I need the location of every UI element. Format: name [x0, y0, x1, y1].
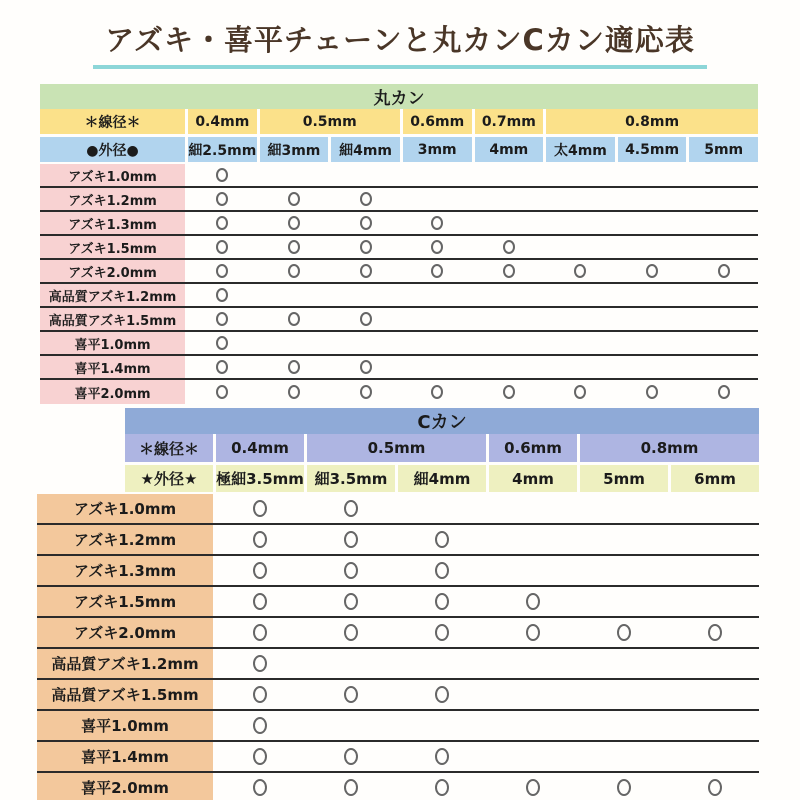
table-header-row [37, 408, 759, 431]
outer-diameter-row [40, 137, 758, 162]
mark-cell [618, 164, 687, 186]
mark-cell [403, 380, 472, 404]
mark-cell [398, 711, 486, 740]
mark-cell [580, 618, 668, 647]
compatible-circle-icon [216, 360, 228, 374]
mark-cell [671, 525, 759, 554]
mark-cell [475, 356, 544, 378]
row-label: アズキ1.5mm [40, 236, 185, 258]
mark-cell [307, 773, 395, 800]
compatible-circle-icon [344, 500, 358, 517]
compatible-circle-icon [216, 192, 228, 206]
mark-cell [475, 164, 544, 186]
mark-cell [307, 618, 395, 647]
outer-diameter-value: 3mm [403, 137, 472, 162]
mark-cell [489, 680, 577, 709]
mark-cell [260, 212, 329, 234]
mark-cell [580, 711, 668, 740]
table-row [37, 773, 759, 800]
table-row [37, 618, 759, 649]
mark-cell [546, 284, 615, 306]
outer-diameter-value: 6mm [671, 465, 759, 492]
row-label: アズキ1.3mm [37, 556, 213, 585]
table-row [40, 260, 758, 284]
compatible-circle-icon [253, 593, 267, 610]
compatible-circle-icon [288, 312, 300, 326]
compatible-circle-icon [360, 360, 372, 374]
mark-cell [618, 332, 687, 354]
mark-cell [398, 494, 486, 523]
mark-cell [489, 742, 577, 771]
compatible-circle-icon [253, 717, 267, 734]
mark-cell [403, 164, 472, 186]
compatible-circle-icon [288, 360, 300, 374]
mark-cell [580, 525, 668, 554]
mark-cell [475, 332, 544, 354]
mark-cell [403, 332, 472, 354]
mark-cell [260, 332, 329, 354]
outer-diameter-value: 細4mm [331, 137, 400, 162]
mark-cell [307, 587, 395, 616]
outer-diameter-row [37, 465, 759, 492]
mark-cell [689, 164, 758, 186]
row-label: アズキ1.3mm [40, 212, 185, 234]
mark-cell [580, 680, 668, 709]
compatible-circle-icon [503, 264, 515, 278]
wire-diameter-value: 0.8mm [546, 109, 758, 134]
mark-cell [618, 188, 687, 210]
compatible-circle-icon [526, 779, 540, 796]
compatible-circle-icon [216, 216, 228, 230]
mark-cell [307, 556, 395, 585]
compatible-circle-icon [431, 264, 443, 278]
compatible-circle-icon [344, 531, 358, 548]
outer-diameter-value: 4mm [489, 465, 577, 492]
mark-cell [546, 188, 615, 210]
compatible-circle-icon [344, 624, 358, 641]
mark-cell [671, 742, 759, 771]
compatible-circle-icon [431, 240, 443, 254]
outer-diameter-value: 5mm [580, 465, 668, 492]
compatible-circle-icon [708, 624, 722, 641]
mark-cell [188, 188, 257, 210]
compatible-circle-icon [288, 240, 300, 254]
mark-cell [671, 618, 759, 647]
compatible-circle-icon [344, 562, 358, 579]
compatible-circle-icon [435, 779, 449, 796]
row-label: 喜平1.0mm [37, 711, 213, 740]
mark-cell [671, 494, 759, 523]
mark-cell [331, 212, 400, 234]
table-title: 丸カン [40, 84, 758, 109]
compatible-circle-icon [288, 385, 300, 399]
mark-cell [216, 587, 304, 616]
wire-diameter-row [40, 109, 758, 134]
wire-diameter-value: 0.4mm [188, 109, 257, 134]
mark-cell [689, 260, 758, 282]
row-label: 喜平1.0mm [40, 332, 185, 354]
compatible-circle-icon [435, 593, 449, 610]
mark-cell [689, 188, 758, 210]
table-row [37, 587, 759, 618]
mark-cell [580, 649, 668, 678]
mark-cell [216, 649, 304, 678]
mark-cell [307, 711, 395, 740]
wire-diameter-value: 0.6mm [403, 109, 472, 134]
wire-diameter-label: ＊線径＊ [125, 434, 213, 462]
mark-cell [403, 308, 472, 330]
wire-diameter-label: ＊線径＊ [40, 109, 185, 134]
table-row [40, 380, 758, 404]
c-kan-compatibility-table [37, 408, 759, 800]
outer-diameter-value: 太4mm [546, 137, 615, 162]
mark-cell [671, 711, 759, 740]
compatible-circle-icon [617, 624, 631, 641]
compatible-circle-icon [216, 312, 228, 326]
table-row [40, 188, 758, 212]
compatible-circle-icon [253, 779, 267, 796]
row-label: アズキ2.0mm [37, 618, 213, 647]
compatible-circle-icon [574, 264, 586, 278]
row-label: 喜平1.4mm [40, 356, 185, 378]
mark-cell [260, 260, 329, 282]
mark-cell [403, 284, 472, 306]
mark-cell [331, 284, 400, 306]
mark-cell [331, 236, 400, 258]
mark-cell [331, 260, 400, 282]
mark-cell [307, 494, 395, 523]
mark-cell [398, 773, 486, 800]
compatible-circle-icon [253, 531, 267, 548]
mark-cell [489, 525, 577, 554]
mark-cell [188, 236, 257, 258]
table-row [37, 556, 759, 587]
table-row [40, 284, 758, 308]
table-row [37, 525, 759, 556]
mark-cell [188, 284, 257, 306]
compatible-circle-icon [344, 686, 358, 703]
mark-cell [475, 260, 544, 282]
compatible-circle-icon [216, 288, 228, 302]
mark-cell [398, 556, 486, 585]
table-row [37, 742, 759, 773]
maru-kan-compatibility-table [40, 84, 758, 404]
mark-cell [618, 236, 687, 258]
mark-cell [260, 188, 329, 210]
mark-cell [671, 680, 759, 709]
mark-cell [546, 212, 615, 234]
mark-cell [618, 212, 687, 234]
mark-cell [618, 356, 687, 378]
mark-cell [216, 742, 304, 771]
compatible-circle-icon [288, 264, 300, 278]
row-label: 高品質アズキ1.5mm [40, 308, 185, 330]
page-title: アズキ・喜平チェーンと丸カンCカン適応表 [93, 14, 707, 69]
wire-diameter-value: 0.7mm [475, 109, 544, 134]
row-label: 高品質アズキ1.2mm [40, 284, 185, 306]
wire-diameter-value: 0.4mm [216, 434, 304, 462]
row-label: アズキ1.2mm [40, 188, 185, 210]
mark-cell [580, 494, 668, 523]
table-row [37, 680, 759, 711]
outer-diameter-value: 4mm [475, 137, 544, 162]
compatible-circle-icon [253, 748, 267, 765]
outer-diameter-value: 細2.5mm [188, 137, 257, 162]
mark-cell [475, 380, 544, 404]
table-row [40, 308, 758, 332]
mark-cell [331, 380, 400, 404]
wire-diameter-value: 0.5mm [307, 434, 486, 462]
mark-cell [307, 742, 395, 771]
mark-cell [618, 380, 687, 404]
mark-cell [398, 649, 486, 678]
mark-cell [216, 556, 304, 585]
mark-cell [403, 212, 472, 234]
compatible-circle-icon [360, 216, 372, 230]
mark-cell [216, 711, 304, 740]
mark-cell [546, 236, 615, 258]
compatible-circle-icon [253, 562, 267, 579]
mark-cell [546, 164, 615, 186]
row-label: 喜平1.4mm [37, 742, 213, 771]
mark-cell [689, 212, 758, 234]
table-row [40, 212, 758, 236]
compatible-circle-icon [617, 779, 631, 796]
table-row [37, 649, 759, 680]
compatible-circle-icon [253, 655, 267, 672]
mark-cell [489, 773, 577, 800]
mark-cell [580, 773, 668, 800]
mark-cell [475, 212, 544, 234]
mark-cell [331, 164, 400, 186]
mark-cell [188, 380, 257, 404]
mark-cell [188, 260, 257, 282]
compatible-circle-icon [526, 624, 540, 641]
mark-cell [307, 680, 395, 709]
outer-diameter-value: 5mm [689, 137, 758, 162]
compatible-circle-icon [253, 500, 267, 517]
row-label: 高品質アズキ1.2mm [37, 649, 213, 678]
wire-diameter-value: 0.5mm [260, 109, 400, 134]
table-header-row [40, 84, 758, 109]
compatible-circle-icon [435, 562, 449, 579]
compatible-circle-icon [718, 264, 730, 278]
row-label: アズキ1.0mm [40, 164, 185, 186]
mark-cell [689, 380, 758, 404]
mark-cell [671, 556, 759, 585]
compatible-circle-icon [435, 748, 449, 765]
table-row [40, 356, 758, 380]
compatible-circle-icon [435, 686, 449, 703]
compatible-circle-icon [360, 385, 372, 399]
mark-cell [260, 284, 329, 306]
table-row [37, 711, 759, 742]
row-label: 高品質アズキ1.5mm [37, 680, 213, 709]
mark-cell [403, 260, 472, 282]
compatible-circle-icon [344, 779, 358, 796]
mark-cell [546, 260, 615, 282]
mark-cell [689, 236, 758, 258]
mark-cell [618, 308, 687, 330]
mark-cell [216, 618, 304, 647]
mark-cell [331, 188, 400, 210]
mark-cell [489, 494, 577, 523]
row-label: 喜平2.0mm [37, 773, 213, 800]
mark-cell [260, 236, 329, 258]
mark-cell [398, 618, 486, 647]
row-label: アズキ1.2mm [37, 525, 213, 554]
table-row [40, 236, 758, 260]
compatible-circle-icon [646, 385, 658, 399]
mark-cell [403, 236, 472, 258]
mark-cell [188, 212, 257, 234]
outer-diameter-label: ●外径● [40, 137, 185, 162]
table-title: Cカン [125, 408, 759, 434]
compatible-circle-icon [344, 748, 358, 765]
compatible-circle-icon [253, 624, 267, 641]
mark-cell [307, 649, 395, 678]
mark-cell [188, 332, 257, 354]
compatible-circle-icon [360, 192, 372, 206]
mark-cell [216, 494, 304, 523]
row-label: 喜平2.0mm [40, 380, 185, 404]
compatible-circle-icon [216, 264, 228, 278]
mark-cell [618, 260, 687, 282]
table-row [40, 332, 758, 356]
mark-cell [546, 308, 615, 330]
mark-cell [546, 356, 615, 378]
mark-cell [580, 556, 668, 585]
compatible-circle-icon [344, 593, 358, 610]
mark-cell [671, 649, 759, 678]
mark-cell [475, 284, 544, 306]
mark-cell [260, 356, 329, 378]
mark-cell [618, 284, 687, 306]
row-label: アズキ1.5mm [37, 587, 213, 616]
compatible-circle-icon [526, 593, 540, 610]
compatible-circle-icon [360, 312, 372, 326]
mark-cell [331, 308, 400, 330]
mark-cell [188, 308, 257, 330]
mark-cell [489, 711, 577, 740]
wire-diameter-value: 0.8mm [580, 434, 759, 462]
mark-cell [260, 308, 329, 330]
mark-cell [475, 236, 544, 258]
compatible-circle-icon [216, 240, 228, 254]
mark-cell [331, 332, 400, 354]
mark-cell [671, 587, 759, 616]
compatible-circle-icon [435, 624, 449, 641]
table-row [37, 494, 759, 525]
mark-cell [216, 525, 304, 554]
title-wrap [0, 14, 800, 69]
mark-cell [216, 773, 304, 800]
mark-cell [475, 308, 544, 330]
compatible-circle-icon [216, 336, 228, 350]
compatible-circle-icon [503, 240, 515, 254]
mark-cell [398, 587, 486, 616]
mark-cell [546, 380, 615, 404]
mark-cell [489, 587, 577, 616]
mark-cell [489, 649, 577, 678]
mark-cell [689, 356, 758, 378]
mark-cell [188, 164, 257, 186]
outer-diameter-value: 細3.5mm [307, 465, 395, 492]
table-row [40, 164, 758, 188]
outer-diameter-value: 極細3.5mm [216, 465, 304, 492]
compatible-circle-icon [646, 264, 658, 278]
mark-cell [546, 332, 615, 354]
mark-cell [689, 332, 758, 354]
compatible-circle-icon [708, 779, 722, 796]
compatible-circle-icon [574, 385, 586, 399]
mark-cell [580, 587, 668, 616]
compatible-circle-icon [288, 216, 300, 230]
mark-cell [475, 188, 544, 210]
mark-cell [307, 525, 395, 554]
mark-cell [398, 525, 486, 554]
outer-diameter-value: 細4mm [398, 465, 486, 492]
compatible-circle-icon [360, 264, 372, 278]
row-label: アズキ2.0mm [40, 260, 185, 282]
mark-cell [489, 618, 577, 647]
mark-cell [580, 742, 668, 771]
mark-cell [403, 188, 472, 210]
compatible-circle-icon [360, 240, 372, 254]
wire-diameter-row [37, 434, 759, 462]
wire-diameter-value: 0.6mm [489, 434, 577, 462]
compatible-circle-icon [435, 531, 449, 548]
mark-cell [689, 308, 758, 330]
compatible-circle-icon [431, 216, 443, 230]
outer-diameter-label: ★外径★ [125, 465, 213, 492]
mark-cell [398, 742, 486, 771]
mark-cell [188, 356, 257, 378]
mark-cell [216, 680, 304, 709]
mark-cell [331, 356, 400, 378]
mark-cell [489, 556, 577, 585]
row-label: アズキ1.0mm [37, 494, 213, 523]
compatible-circle-icon [253, 686, 267, 703]
mark-cell [260, 380, 329, 404]
mark-cell [689, 284, 758, 306]
mark-cell [260, 164, 329, 186]
compatible-circle-icon [216, 168, 228, 182]
mark-cell [398, 680, 486, 709]
compatible-circle-icon [718, 385, 730, 399]
outer-diameter-value: 4.5mm [618, 137, 687, 162]
mark-cell [671, 773, 759, 800]
compatible-circle-icon [431, 385, 443, 399]
compatible-circle-icon [288, 192, 300, 206]
compatible-circle-icon [216, 385, 228, 399]
mark-cell [403, 356, 472, 378]
compatible-circle-icon [503, 385, 515, 399]
outer-diameter-value: 細3mm [260, 137, 329, 162]
